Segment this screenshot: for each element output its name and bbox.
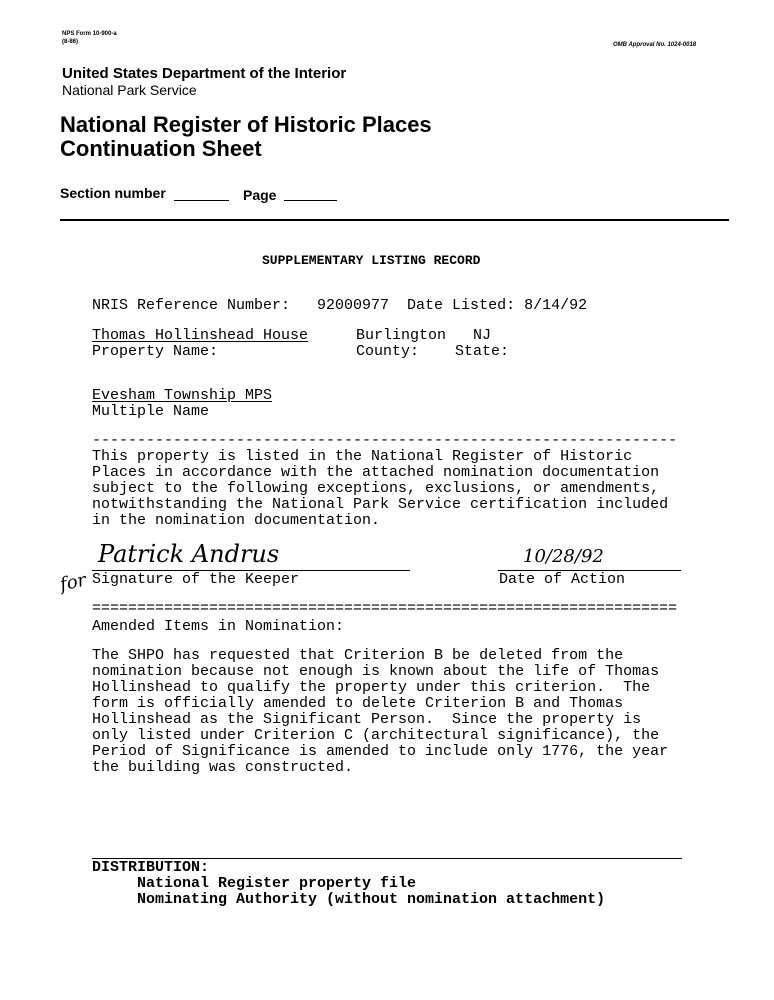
- amended-line: only listed under Criterion C (architectural significance), the: [92, 727, 660, 744]
- action-date-handwritten: 10/28/92: [523, 546, 604, 567]
- signature-label: Signature of the Keeper: [92, 571, 300, 588]
- section-number-blank: [174, 200, 229, 201]
- multiple-name-value: Evesham Township MPS: [92, 387, 273, 404]
- amended-line: form is officially amended to delete Criterion B and Thomas: [92, 695, 624, 712]
- amended-line: Period of Significance is amended to include only 1776, the year: [92, 743, 669, 760]
- omb-approval: OMB Approval No. 1024-0018: [613, 42, 697, 48]
- keeper-signature: Patrick Andrus: [98, 540, 280, 568]
- distribution-item: National Register property file: [137, 875, 417, 892]
- county-value: Burlington: [356, 327, 447, 344]
- statement-line: notwithstanding the National Park Service certification included: [92, 496, 669, 513]
- page-title: National Register of Historic Places: [60, 112, 432, 137]
- statement-line: This property is listed in the National Register of Historic: [92, 448, 633, 465]
- amended-line: nomination because not enough is known about the life of Thomas: [92, 663, 660, 680]
- nris-line: NRIS Reference Number: 92000977 Date Listed: 8/14/92: [92, 297, 588, 314]
- form-number: NPS Form 10-900-a: [62, 31, 117, 37]
- statement-line: Places in accordance with the attached nomination documentation: [92, 464, 660, 481]
- amended-heading: Amended Items in Nomination:: [92, 618, 345, 635]
- amended-line: Hollinshead to qualify the property under this criterion. The: [92, 679, 651, 696]
- form-date: (8-86): [62, 39, 79, 45]
- property-name-value: Thomas Hollinshead House: [92, 327, 309, 344]
- amended-line: Hollinshead as the Significant Person. Since the property is: [92, 711, 642, 728]
- property-name-label: Property Name:: [92, 343, 219, 360]
- section-number-label: Section number: [60, 185, 166, 201]
- record-heading: SUPPLEMENTARY LISTING RECORD: [262, 253, 481, 268]
- for-annotation: for: [58, 569, 89, 596]
- page-number-blank: [284, 200, 337, 201]
- date-of-action-label: Date of Action: [499, 571, 626, 588]
- multiple-name-label: Multiple Name: [92, 403, 210, 420]
- statement-line: in the nomination documentation.: [92, 512, 381, 529]
- header-divider: [60, 219, 729, 221]
- equals-divider: =================================================================: [92, 600, 678, 617]
- statement-line: subject to the following exceptions, exclusions, or amendments,: [92, 480, 660, 497]
- page-label: Page: [243, 187, 277, 203]
- amended-line: the building was constructed.: [92, 759, 354, 776]
- distribution-item: Nominating Authority (without nomination attachment): [137, 891, 606, 908]
- state-value: NJ: [473, 327, 492, 344]
- page-subtitle: Continuation Sheet: [60, 136, 262, 161]
- amended-line: The SHPO has requested that Criterion B be deleted from the: [92, 647, 624, 664]
- service-name: National Park Service: [62, 82, 197, 98]
- state-label: State:: [455, 343, 510, 360]
- dash-divider: -----------------------------------------------------------------: [92, 432, 678, 449]
- department-name: United States Department of the Interior: [62, 65, 347, 82]
- county-label: County:: [356, 343, 420, 360]
- distribution-heading: DISTRIBUTION:: [92, 859, 210, 876]
